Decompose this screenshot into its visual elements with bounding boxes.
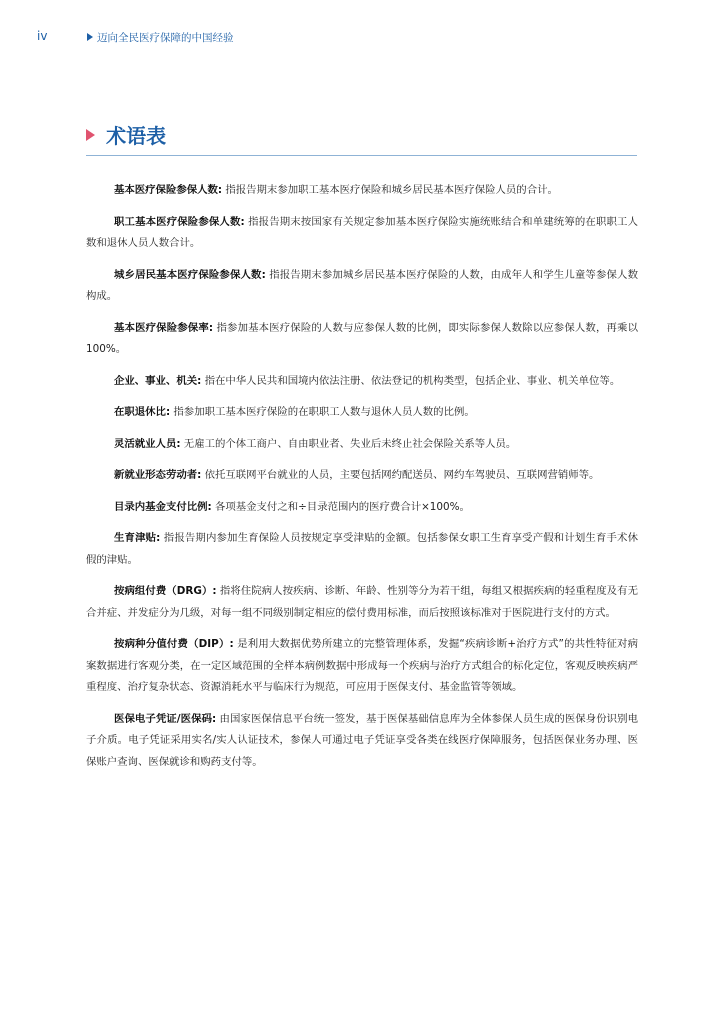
glossary-definition: 依托互联网平台就业的人员，主要包括网约配送员、网约车驾驶员、互联网营销师等。 — [201, 469, 600, 481]
glossary-term: 城乡居民基本医疗保险参保人数: — [114, 268, 266, 281]
glossary-term: 基本医疗保险参保人数: — [114, 184, 223, 196]
glossary-definition: 无雇工的个体工商户、自由职业者、失业后未终止社会保险关系等人员。 — [180, 437, 517, 450]
glossary-entry — [86, 402, 638, 424]
glossary-entry — [86, 371, 638, 393]
glossary-definition: 各项基金支付之和÷目录范围内的医疗费合计×100%。 — [211, 500, 470, 513]
glossary-definition: 指报告期末参加城乡居民基本医疗保险的人数，由成年人和学生儿童等参保人数构成。 — [86, 268, 638, 302]
glossary-entry — [86, 212, 638, 255]
glossary-definition: 指在中华人民共和国境内依法注册、依法登记的机构类型，包括企业、事业、机关单位等。 — [201, 374, 621, 387]
glossary-term: 目录内基金支付比例: — [114, 500, 212, 513]
page-number: iv — [37, 29, 48, 43]
triangle-bullet-icon — [86, 129, 95, 141]
glossary-entry — [86, 465, 638, 487]
running-title — [87, 30, 234, 45]
section-heading — [86, 120, 637, 149]
glossary-entry — [86, 709, 638, 774]
glossary-definition: 指报告期末参加职工基本医疗保险和城乡居民基本医疗保险人员的合计。 — [222, 184, 558, 196]
glossary-term: 新就业形态劳动者: — [114, 469, 202, 481]
glossary-definition: 由国家医保信息平台统一签发，基于医保基础信息库为全体参保人员生成的医保身份识别电子介质。电子凭证采用实名/实人认证技术，参保人可通过电子凭证享受各类在线医疗保障服务，包括医保业务办理、医保账户查询、医保就诊和购药支付等。 — [86, 712, 638, 768]
glossary-definition: 指参加基本医疗保险的人数与应参保人数的比例，即实际参保人数除以应参保人数，再乘以100%。 — [86, 321, 638, 355]
glossary-entry — [86, 497, 638, 519]
glossary-definition: 指报告期内参加生育保险人员按规定享受津贴的金额。包括参保女职工生育享受产假和计划生育手术休假的津贴。 — [86, 532, 638, 566]
glossary-term: 基本医疗保险参保率: — [114, 321, 214, 334]
glossary-term: 灵活就业人员: — [114, 437, 181, 450]
glossary-entry — [86, 634, 638, 699]
glossary-term: 医保电子凭证/医保码: — [114, 712, 217, 725]
triangle-icon — [87, 33, 93, 41]
glossary-definition: 是利用大数据优势所建立的完整管理体系，发掘“疾病诊断+治疗方式”的共性特征对病案数据进行客观分类，在一定区域范围的全样本病例数据中形成每一个疾病与治疗方式组合的标化定位，客观反映疾病严重程度、治疗复杂状态、资源消耗水平与临床行为规范，可应用于医保支付、基金监管等领域。 — [86, 638, 638, 693]
glossary-term: 企业、事业、机关: — [114, 374, 202, 387]
glossary-term: 按病组付费（DRG）: — [114, 585, 217, 597]
glossary-entry — [86, 318, 638, 361]
glossary-term: 按病种分值付费（DIP）: — [114, 638, 234, 650]
glossary-term: 生育津贴: — [114, 532, 161, 544]
heading-divider — [86, 155, 637, 156]
glossary-entry — [86, 528, 638, 571]
glossary-term: 职工基本医疗保险参保人数: — [114, 215, 245, 228]
glossary-entry — [86, 581, 638, 624]
glossary-entry — [86, 434, 638, 456]
section-title: 术语表 — [106, 124, 167, 148]
glossary-entry — [86, 265, 638, 308]
running-title-text: 迈向全民医疗保障的中国经验 — [97, 32, 234, 44]
glossary-definition: 指将住院病人按疾病、诊断、年龄、性别等分为若干组，每组又根据疾病的轻重程度及有无合并症、并发症分为几级，对每一组不同级别制定相应的偿付费用标准，而后按照该标准对于医院进行支付的方式。 — [86, 585, 638, 619]
glossary-definition: 指报告期末按国家有关规定参加基本医疗保险实施统账结合和单建统筹的在职职工人数和退休人员人数合计。 — [86, 215, 638, 249]
glossary-term: 在职退休比: — [114, 406, 171, 418]
glossary-definition: 指参加职工基本医疗保险的在职职工人数与退休人员人数的比例。 — [170, 406, 475, 418]
glossary-list — [86, 180, 638, 783]
glossary-entry — [86, 180, 638, 202]
